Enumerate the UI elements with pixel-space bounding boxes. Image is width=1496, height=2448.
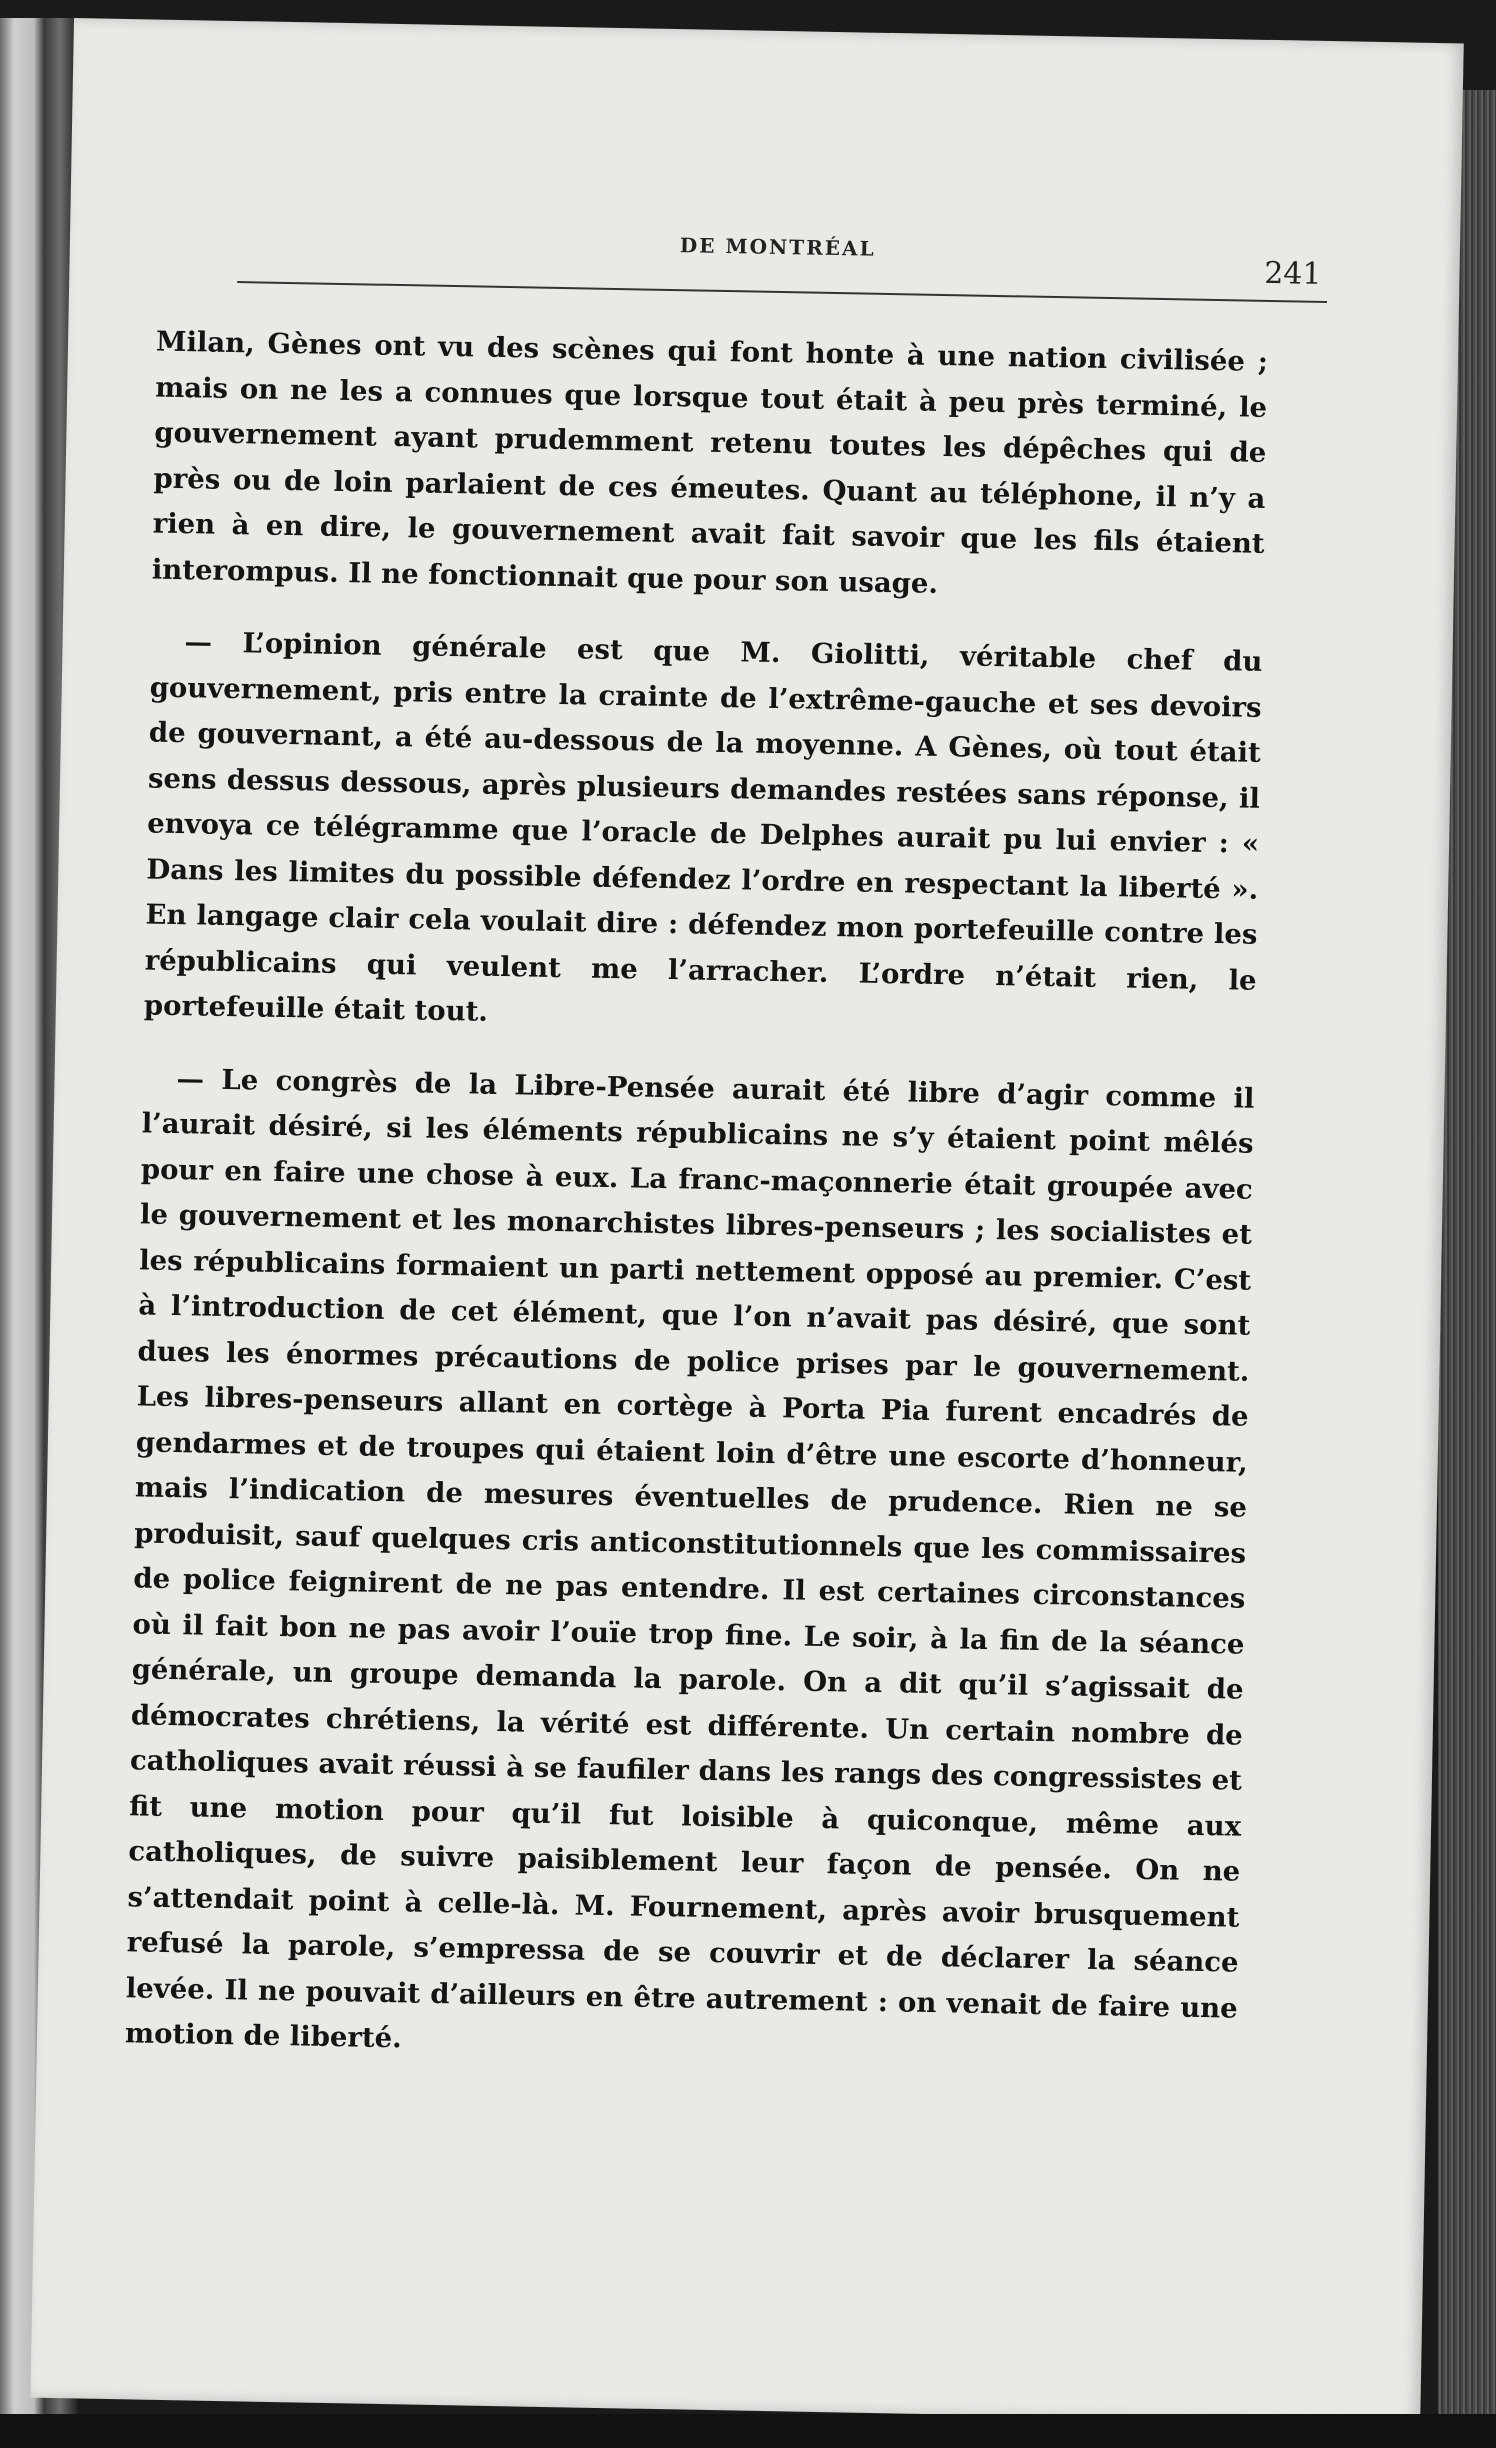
- page-header: [159, 208, 1340, 310]
- header-rule: [237, 281, 1327, 303]
- paragraph-1: Milan, Gènes ont vu des scènes qui font honte à une nation civilisée ; mais on ne les a connues que lorsque tout était à peu près terminé, le gouvernement ayant prudemment retenu toutes les dépêches qui de près ou de loin parlaient de ces émeutes. Quant au téléphone, il n’y a rien à en dire, le gouvernement avait fait savoir que les fils étaient interompus. Il ne fonctionnait que pour son usage.: [151, 325, 1269, 600]
- body-text: [125, 320, 1269, 2078]
- paragraph-3: — Le congrès de la Libre-Pensée aurait été libre d’agir comme il l’aurait désiré, si les éléments républicains ne s’y étaient point mêlés pour en faire une chose à eux. La franc-maçonnerie était groupée avec le gouvernement et les monarchistes libres-penseurs ; les socialistes et les républicains formaient un parti nettement opposé au premier. C’est à l’introduction de cet élément, que l’on n’avait pas désiré, que sont dues les énormes précautions de police prises par le gouvernement. Les libres-penseurs allant en cortège à Porta Pia furent encadrés de gendarmes et de troupes qui étaient loin d’être une escorte d’honneur, mais l’indication de mesures éventuelles de prudence. Rien ne se produisit, sauf quelques cris anticonstitutionnels que les commissaires de police feignirent de ne pas entendre. Il est certaines circonstances où il fait bon ne pas avoir l’ouïe trop fine. Le soir, à la fin de la séance générale, un groupe demanda la parole. On a dit qu’il s’agissait de démocrates chrétiens, la vérité est différente. Un certain nombre de catholiques avait réussi à se faufiler dans les rangs des congressistes et fit une motion pour qu’il fut loisible à quiconque, même aux catholiques, de suivre paisiblement leur façon de pensée. On ne s’attendait point à celle-là. M. Fournement, après avoir brusquement refusé la parole, s’empressa de se couvrir et de déclarer la séance levée. Il ne pouvait d’ailleurs en être autrement : on venait de faire une motion de liberté.: [124, 1062, 1255, 2055]
- top-edge-shadow: [0, 0, 1496, 18]
- page-number: 241: [1263, 255, 1322, 292]
- paragraph-2: — L’opinion générale est que M. Giolitti, véritable chef du gouvernement, pris entre la crainte de l’extrême-gauche et ses devoirs de gouvernant, a été au-dessous de la moyenne. A Gènes, où tout était sens dessus dessous, après plusieurs demandes restées sans réponse, il envoya ce télégramme que l’oracle de Delphes aurait pu lui envier : « Dans les limites du possible défendez l’ordre en respectant la liberté ». En langage clair cela voulait dire : défendez mon portefeuille contre les républicains qui veulent me l’arracher. L’ordre n’était rien, le portefeuille était tout.: [143, 626, 1263, 1028]
- running-title: DE MONTRÉAL: [679, 233, 876, 261]
- page-sheet: [30, 18, 1463, 2423]
- bottom-edge-shadow: [0, 2414, 1496, 2448]
